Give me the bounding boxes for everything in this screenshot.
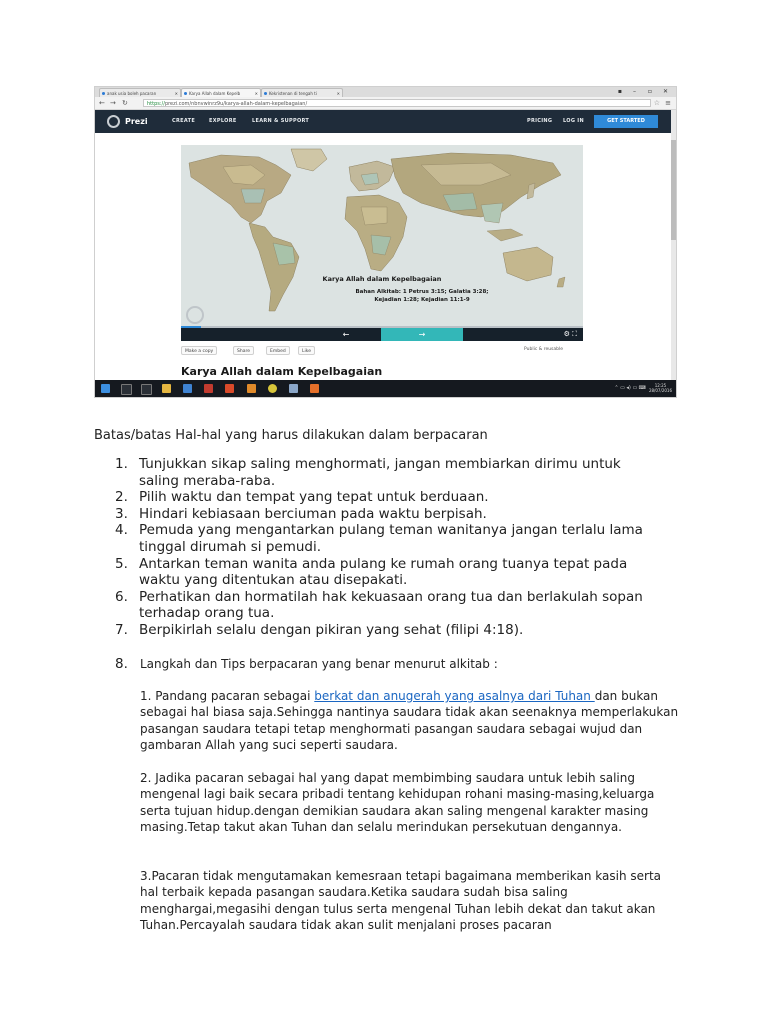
bookmark-star-icon[interactable]: ☆	[653, 99, 660, 107]
app-icon[interactable]	[310, 384, 319, 393]
numbered-list	[112, 456, 682, 639]
list-item-text-cont: terhadap orang tua.	[139, 605, 275, 622]
nav-create[interactable]: CREATE	[172, 118, 196, 124]
list-item-text: Berpikirlah selalu dengan pikiran yang sehat (filipi 4:18).	[139, 621, 524, 638]
slide-subtitle-line1: Bahan Alkitab: 1 Petrus 3:15; Galatia 3:28;	[355, 289, 489, 295]
list-item-text: Pilih waktu dan tempat yang tepat untuk berduaan.	[139, 489, 489, 506]
close-tab-icon[interactable]: ✕	[336, 91, 340, 96]
tip-paragraph-3: 3.Pacaran tidak mengutamakan kemesraan tetapi bagaimana memberikan kasih serta hal terbaik kepada pasangan saudara.Ketika saudara sudah bisa saling menghargai,megasihi dengan tulus serta mengenal Tuhan lebih dekat dan takut akan Tuhan.Percayalah saudara tidak akan sulit menjalani proses pacaran	[140, 869, 662, 932]
tab-favicon-icon	[184, 92, 187, 95]
list-item	[112, 456, 682, 489]
minimize-icon[interactable]: –	[633, 88, 636, 95]
browser-tab[interactable]	[99, 88, 181, 97]
list-number: 4.	[115, 522, 128, 539]
embedded-screenshot	[94, 86, 677, 398]
tip-paragraph-1	[140, 688, 680, 753]
app-icon[interactable]	[204, 384, 213, 393]
tip-1-body: dan bukan sebagai hal biasa saja.Sehingga nantinya saudara tidak akan seenaknya memperlakukan pasangan saudara tetapi tetap menghormati pasangan saudara sebagai wujud dan gambaran Allah yang suci seperti saudara.	[140, 689, 679, 752]
license-label: Public & reusable	[524, 347, 564, 352]
tab-label: anak usia boleh pacaran	[107, 91, 157, 96]
list-number: 7.	[115, 621, 128, 638]
nav-pricing[interactable]: PRICING	[527, 118, 553, 124]
https-scheme: https://	[147, 101, 165, 107]
list-number: 1.	[115, 456, 128, 472]
list-item-text: Langkah dan Tips berpacaran yang benar menurut alkitab :	[140, 657, 498, 671]
close-tab-icon[interactable]: ✕	[174, 91, 178, 96]
browser-tab-active[interactable]	[181, 88, 261, 97]
presentation-title: Karya Allah dalam Kepelbagaian	[181, 365, 383, 378]
list-item-8	[115, 656, 498, 672]
settings-fullscreen-icons[interactable]: ⚙ ⛶	[563, 330, 577, 338]
tab-label: Kekristenan di tengah ti	[269, 91, 317, 96]
list-item	[112, 522, 682, 555]
close-window-icon[interactable]: ✕	[662, 88, 668, 95]
url-path: prezi.com/nbnvwinrz9u/karya-allah-dalam-kepelbagaian/	[164, 101, 308, 107]
task-view-icon[interactable]	[141, 384, 152, 395]
slide-controls	[181, 328, 583, 341]
clock-date: 28/07/2016	[648, 388, 672, 393]
url-input[interactable]	[143, 99, 651, 107]
forward-icon[interactable]: →	[110, 99, 116, 107]
slide-subtitle-line2: Kejadian 1:28; Kejadian 11:1-9	[374, 297, 470, 303]
search-icon[interactable]	[121, 384, 132, 395]
chrome-icon[interactable]	[268, 384, 277, 393]
list-item-text: Antarkan teman wanita anda pulang ke rumah orang tuanya tepat pada	[139, 555, 628, 572]
restore-icon[interactable]: ▫	[647, 88, 652, 95]
prezi-brand[interactable]: Prezi	[125, 117, 148, 126]
prezi-header	[95, 110, 671, 133]
list-item-text: Tunjukkan sikap saling menghormati, jangan membiarkan dirimu untuk	[139, 456, 621, 472]
tab-favicon-icon	[264, 92, 267, 95]
user-icon[interactable]: ▪	[617, 88, 622, 95]
list-item	[112, 622, 682, 639]
store-icon[interactable]	[183, 384, 192, 393]
prezi-content	[95, 133, 671, 380]
browser-menu-icon[interactable]: ≡	[665, 99, 671, 107]
like-button[interactable]: Like	[298, 346, 315, 355]
start-icon[interactable]	[101, 384, 110, 393]
embed-button[interactable]: Embed	[266, 346, 290, 355]
list-item-text: Pemuda yang mengantarkan pulang teman wanitanya jangan terlalu lama	[139, 522, 643, 539]
app-icon[interactable]	[225, 384, 234, 393]
nav-login[interactable]: LOG IN	[563, 118, 584, 124]
back-icon[interactable]: ←	[99, 99, 105, 107]
prezi-watermark-icon	[186, 306, 204, 324]
tab-favicon-icon	[102, 92, 105, 95]
browser-tab-strip	[95, 87, 676, 97]
get-started-button[interactable]: GET STARTED	[594, 115, 658, 128]
share-button[interactable]: Share	[233, 346, 254, 355]
tip-1-intro: 1. Pandang pacaran sebagai	[140, 689, 315, 703]
tip-paragraph-2: 2. Jadika pacaran sebagai hal yang dapat membimbing saudara untuk lebih saling mengenal lagi baik secara pribadi tentang kehidupan rohani masing-masing,keluarga serta tujuan hidup.dengan demikian saudara akan saling mengenal karakter masing masing.Tetap takut akan Tuhan dan selalu merindukan persekutuan dengannya.	[140, 771, 655, 834]
next-slide-icon[interactable]: →	[381, 328, 463, 341]
clock-time: 12:25	[654, 383, 667, 388]
list-number: 6.	[115, 588, 128, 605]
taskbar-clock[interactable]	[649, 383, 672, 393]
windows-taskbar	[95, 380, 676, 397]
slide-title: Karya Allah dalam Kepelbagaian	[322, 275, 442, 283]
tab-label: Karya Allah dalam Kepelb	[189, 91, 241, 96]
section-heading: Batas/batas Hal-hal yang harus dilakukan dalam berpacaran	[94, 428, 488, 443]
list-number: 3.	[115, 505, 128, 522]
prezi-logo-icon[interactable]	[107, 115, 120, 128]
page-scrollbar[interactable]	[671, 110, 676, 380]
prezi-slide-viewer[interactable]	[181, 145, 583, 326]
file-explorer-icon[interactable]	[162, 384, 171, 393]
list-item-text-cont: tinggal dirumah si pemudi.	[139, 538, 322, 555]
list-item-text-cont: waktu yang ditentukan atau disepakati.	[139, 572, 408, 589]
browser-tab[interactable]	[261, 88, 343, 97]
nav-explore[interactable]: EXPLORE	[209, 118, 237, 124]
system-tray-icons[interactable]: ⌃ ▭ ◂) ▭ ⌨	[614, 385, 646, 391]
list-item-text-cont: saling meraba-raba.	[139, 472, 276, 489]
list-item-text: Perhatikan dan hormatilah hak kekuasaan orang tua dan berlakulah sopan	[139, 588, 643, 605]
reload-icon[interactable]: ↻	[122, 99, 128, 107]
close-tab-icon[interactable]: ✕	[254, 91, 258, 96]
list-item	[112, 556, 682, 589]
list-number: 2.	[115, 489, 128, 506]
scrollbar-thumb[interactable]	[671, 140, 676, 240]
list-item	[112, 506, 682, 523]
list-item	[112, 489, 682, 506]
nav-learn-support[interactable]: LEARN & SUPPORT	[252, 118, 310, 124]
list-number: 8.	[115, 656, 128, 672]
make-copy-button[interactable]: Make a copy	[181, 346, 217, 355]
list-number: 5.	[115, 555, 128, 572]
list-item	[112, 589, 682, 622]
blessing-link[interactable]: berkat dan anugerah yang asalnya dari Tuhan	[314, 689, 595, 703]
list-item-text: Hindari kebiasaan berciuman pada waktu berpisah.	[139, 505, 487, 522]
address-bar-row	[95, 97, 676, 110]
previous-slide-icon[interactable]: ←	[342, 330, 350, 339]
vlc-icon[interactable]	[247, 384, 256, 393]
app-icon[interactable]	[289, 384, 298, 393]
